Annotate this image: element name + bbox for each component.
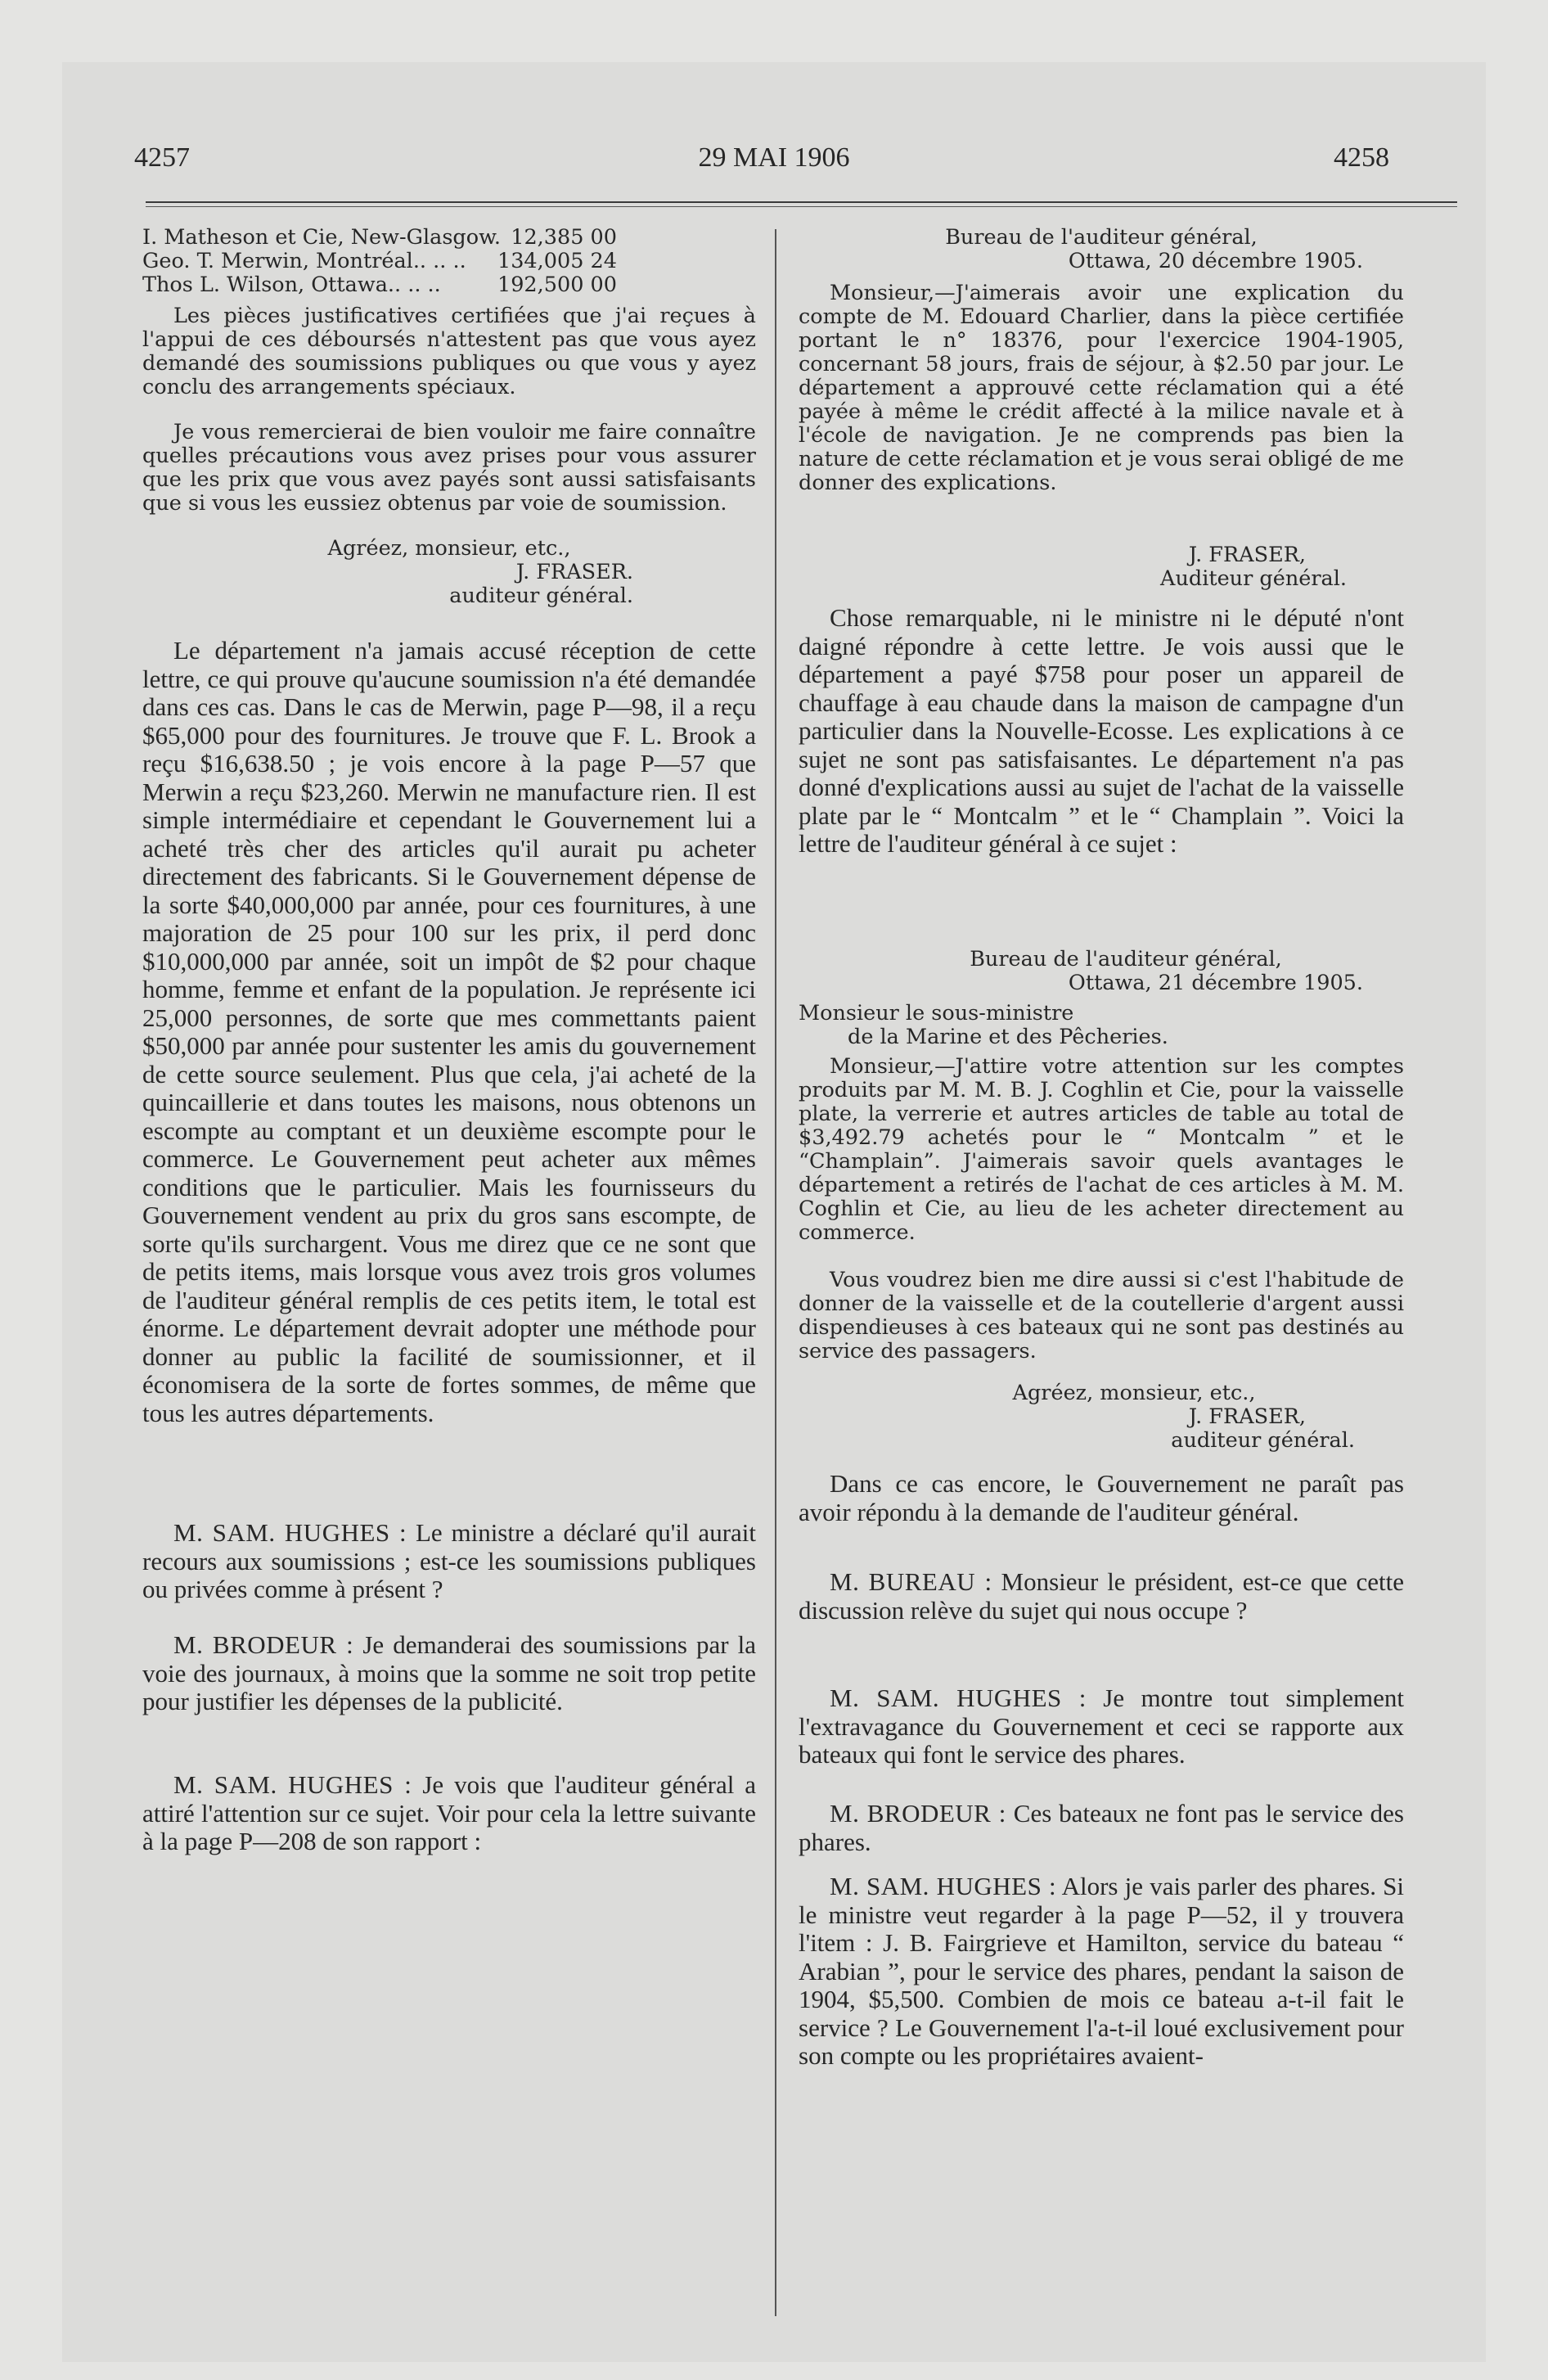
list-item-amount: 12,385 00 <box>511 225 617 250</box>
column-separator <box>775 229 776 2316</box>
speech <box>142 1771 756 1856</box>
page-number-left: 4257 <box>134 142 190 173</box>
header-rule <box>146 201 1457 203</box>
letter-body: Vous voudrez bien me dire aussi si c'est l'habitude de donner de la vaisselle et de la coutellerie d'argent aussi dispendieuses à ces bateaux qui ne sont pas destinés au service des passagers. <box>799 1268 1404 1364</box>
letter-office: Bureau de l'auditeur général, <box>945 225 1258 250</box>
list-item-amount: 134,005 24 <box>497 249 617 273</box>
list-item-amount: 192,500 00 <box>497 273 617 297</box>
body-paragraph: Dans ce cas encore, le Gouvernement ne paraît pas avoir répondu à la demande de l'auditeur général. <box>799 1469 1404 1526</box>
list-item <box>142 250 756 273</box>
speech-text: Je vois que l'auditeur général a attiré l'attention sur ce sujet. Voir pour cela la lettre suivante à la page P—208 de son rapport : <box>142 1770 757 1855</box>
list-item-name: I. Matheson et Cie, New-Glasgow. <box>142 225 501 250</box>
speaker-name: M. BRODEUR : <box>173 1630 354 1659</box>
signature-name: J. FRASER, <box>1188 543 1306 567</box>
speaker-name: M. SAM. HUGHES : <box>173 1770 412 1799</box>
signature-title: auditeur général. <box>1171 1428 1355 1453</box>
header-rule-thin <box>146 206 1457 207</box>
speaker-name: M. SAM. HUGHES : <box>830 1684 1087 1712</box>
speaker-name: M. SAM. HUGHES : <box>830 1872 1057 1900</box>
letter-date: Ottawa, 20 décembre 1905. <box>1068 249 1363 273</box>
letter-closing: Agréez, monsieur, etc., <box>327 536 571 561</box>
letter-office: Bureau de l'auditeur général, <box>970 947 1282 971</box>
speech <box>142 1519 756 1604</box>
speaker-name: M. SAM. HUGHES : <box>173 1518 407 1547</box>
page-date: 29 MAI 1906 <box>698 142 850 173</box>
list-item-name: Geo. T. Merwin, Montréal.. .. .. <box>142 249 466 273</box>
letter-paragraph: Les pièces justificatives certifiées que j'ai reçues à l'appui de ces déboursés n'attestent pas que vous ayez demandé des soumissions publiques ou que vous y ayez conclu des arrangements spéciaux. <box>142 304 756 399</box>
signature-name: J. FRASER, <box>1188 1404 1306 1429</box>
list-item <box>142 273 756 297</box>
signature-title: Auditeur général. <box>1160 566 1347 591</box>
speech-text: Ces bateaux ne font pas le service des phares. <box>799 1799 1404 1856</box>
body-paragraph: Le département n'a jamais accusé réception de cette lettre, ce qui prouve qu'aucune soumission n'a été demandée dans ces cas. Dans le cas de Merwin, page P—98, il a reçu $65,000 pour des fournitures. Je trouve que F. L. Brook a reçu $16,638.50 ; je vois encore à la page P—57 que Merwin a reçu $23,260. Merwin ne manufacture rien. Il est simple intermédiaire et cependant le Gouvernement lui a acheté très cher des articles qu'il aurait pu acheter directement des fabricants. Si le Gouvernement dépense de la sorte $40,000,000 par année, pour ces fournitures, à une majoration de 25 pour 100 sur les prix, il perd donc $10,000,000 par année, soit un impôt de $2 pour chaque homme, femme et enfant de la population. Je représente ici 25,000 personnes, de sorte que mes commettants paient $50,000 par année pour sustenter les amis du gouvernement de cette source seulement. Plus que cela, j'ai acheté de la quincaillerie et dans toutes les maisons, nous obtenons un escompte au comptant et un deuxième escompte pour le commerce. Le Gouvernement peut acheter aux mêmes conditions que le particulier. Mais les fournisseurs du Gouvernement vendent au prix du gros sans escompte, de sorte qu'ils surchargent. Vous me direz que ce ne sont que de petits items, mais lorsque vous avez trois gros volumes de l'auditeur général remplis de ces petits item, le total est énorme. Le département devrait adopter une méthode pour donner au public la facilité de soumissionner, et il économisera de la sorte de fortes sommes, de même que tous les autres départements. <box>142 636 756 1427</box>
speech-text: Alors je vais parler des phares. Si le ministre veut regarder à la page P—52, il y trouvera l'item : J. B. Fairgrieve et Hamilton, service du bateau “ Arabian ”, pour le service des phares, pendant la saison de 1904, $5,500. Combien de mois ce bateau a-t-il fait le service ? Le Gouvernement l'a-t-il loué exclusivement pour son compte ou les propriétaires avaient- <box>799 1872 1404 2070</box>
letter-paragraph: Je vous remercierai de bien vouloir me faire connaître quelles précautions vous avez prises pour vous assurer que les prix que vous avez payés sont aussi satisfaisants que si vous les eussiez obtenus par voie de soumission. <box>142 420 756 516</box>
speaker-name: M. BRODEUR : <box>830 1799 1006 1828</box>
speech-text: Le ministre a déclaré qu'il aurait recours aux soumissions ; est-ce les soumissions publiques ou privées comme à présent ? <box>142 1518 756 1603</box>
letter-closing: Agréez, monsieur, etc., <box>1012 1381 1256 1405</box>
speech <box>799 1873 1404 2071</box>
body-paragraph: Chose remarquable, ni le ministre ni le député n'ont daigné répondre à cette lettre. Je vois aussi que le département a payé $758 pour poser un appareil de chauffage à eau chaude dans la maison de campagne d'un particulier dans la Nouvelle-Ecosse. Les explications à ce sujet ne sont pas satisfaisantes. Le département n'a pas donné d'explications aussi au sujet de l'achat de la vaisselle plate par le “ Montcalm ” et le “ Champlain ”. Voici la lettre de l'auditeur général à ce sujet : <box>799 603 1404 858</box>
speech <box>142 1631 756 1716</box>
page-number-right: 4258 <box>1334 142 1389 173</box>
letter-addressee: Monsieur le sous-ministre <box>799 1001 1074 1025</box>
letter-body: Monsieur,—J'aimerais avoir une explication du compte de M. Edouard Charlier, dans la pièce certifiée portant le n° 18376, pour l'exercice 1904-1905, concernant 58 jours, frais de séjour, à $2.50 par jour. Le département a approuvé cette réclamation qui a été payée à même le crédit affecté à la milice navale et à l'école de navigation. Je ne comprends pas bien la nature de cette réclamation et je vous serai obligé de me donner des explications. <box>799 281 1404 495</box>
speech <box>799 1800 1404 1856</box>
speech-text: Monsieur le président, est-ce que cette discussion relève du sujet qui nous occupe ? <box>799 1567 1404 1625</box>
document-page <box>62 62 1486 2362</box>
list-item <box>142 226 756 250</box>
letter-date: Ottawa, 21 décembre 1905. <box>1068 971 1363 995</box>
speaker-name: M. BUREAU : <box>830 1567 992 1596</box>
list-item-name: Thos L. Wilson, Ottawa.. .. .. <box>142 273 441 297</box>
letter-body: Monsieur,—J'attire votre attention sur les comptes produits par M. M. B. J. Coghlin et Cie, pour la vaisselle plate, la verrerie et autres articles de table au total de $3,492.79 achetés pour le “ Montcalm ” et le “Champlain”. J'aimerais savoir quels avantages le département a retirés de l'achat de ces articles à M. M. Coghlin et Cie, au lieu de les acheter directement au commerce. <box>799 1054 1404 1245</box>
signature-title: auditeur général. <box>449 584 633 608</box>
letter-addressee: de la Marine et des Pêcheries. <box>848 1025 1168 1049</box>
payment-list <box>142 226 756 297</box>
signature-name: J. FRASER. <box>515 560 633 584</box>
speech-text: Je montre tout simplement l'extravagance du Gouvernement et ceci se rapporte aux bateaux qui font le service des phares. <box>799 1684 1404 1769</box>
speech-text: Je demanderai des soumissions par la voie des journaux, à moins que la somme ne soit trop petite pour justifier les dépenses de la publicité. <box>142 1630 757 1715</box>
speech <box>799 1684 1404 1769</box>
speech <box>799 1568 1404 1625</box>
